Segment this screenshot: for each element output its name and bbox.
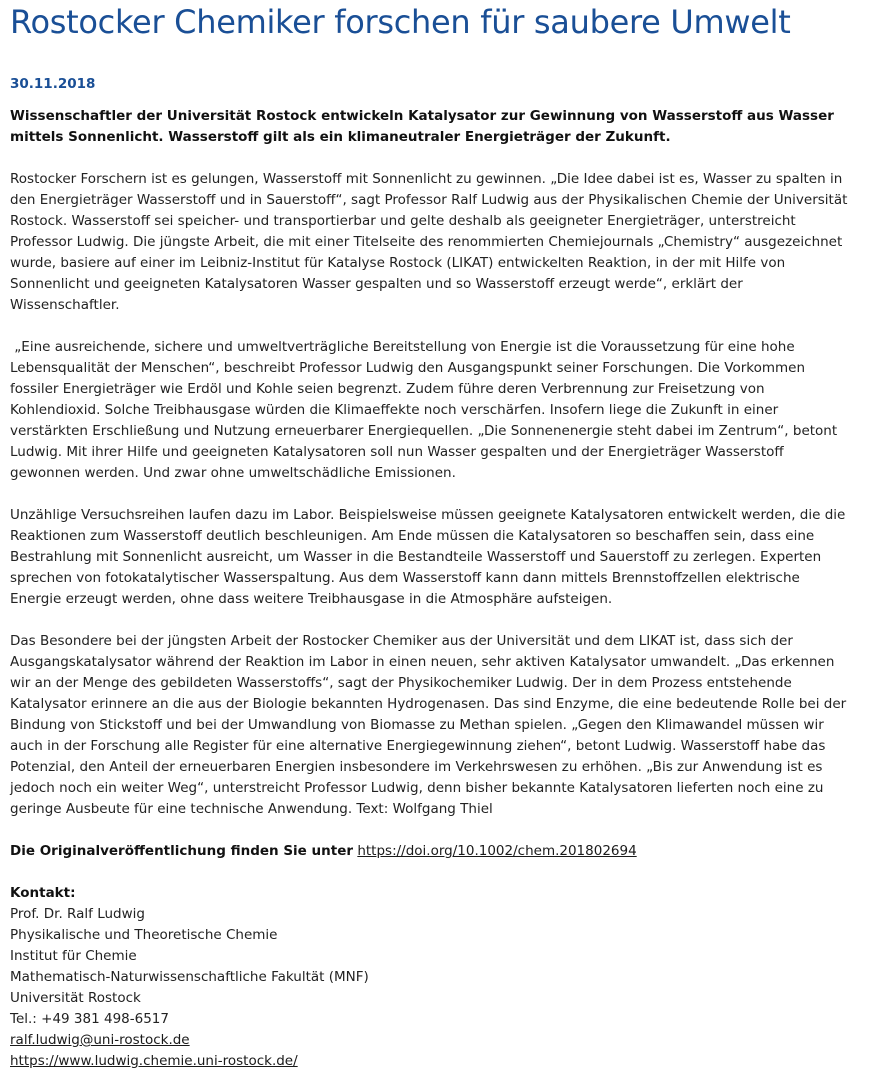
- lead-paragraph: Wissenschaftler der Universität Rostock entwickeln Katalysator zur Gewinnung von Wasserstoff aus Wasser mittels Sonnenlicht. Wasserstoff gilt als ein klimaneutraler Energieträger der Zukunft.: [10, 108, 834, 145]
- original-publication-label: Die Originalveröffentlichung finden Sie unter: [10, 843, 354, 859]
- contact-department: Physikalische und Theoretische Chemie: [10, 927, 278, 943]
- contact-university: Universität Rostock: [10, 990, 141, 1006]
- contact-block: [10, 883, 850, 1072]
- contact-institute: Institut für Chemie: [10, 948, 137, 964]
- contact-website-link[interactable]: https://www.ludwig.chemie.uni-rostock.de/: [10, 1053, 298, 1069]
- publish-date: 30.11.2018: [10, 76, 96, 92]
- body-paragraph-2: „Eine ausreichende, sichere und umweltverträgliche Bereitstellung von Energie ist die Voraussetzung für eine hohe Lebensqualität der Menschen“, beschreibt Professor Ludwig den Ausgangspunkt seiner Forschungen. Die Vorkommen fossiler Energieträger wie Erdöl und Kohle seien begrenzt. Zudem führe deren Verbrennung zur Freisetzung von Kohlendioxid. Solche Treibhausgase würden die Klimaeffekte noch verschärfen. Insofern liege die Zukunft in einer verstärkten Erschließung und Nutzung erneuerbarer Energiequellen. „Die Sonnenenergie steht dabei im Zentrum“, betont Ludwig. Mit ihrer Hilfe und geeigneten Katalysatoren soll nun Wasser gespalten und der Energieträger Wasserstoff gewonnen werden. Und zwar ohne umweltschädliche Emissionen.: [10, 339, 842, 481]
- contact-phone: Tel.: +49 381 498-6517: [10, 1011, 169, 1027]
- body-paragraph-4: Das Besondere bei der jüngsten Arbeit der Rostocker Chemiker aus der Universität und dem LIKAT ist, dass sich der Ausgangskatalysator während der Reaktion im Labor in einen neuen, sehr aktiven Katalysator umwandelt. „Das erkennen wir an der Menge des gebildeten Wasserstoffs“, sagt der Physikochemiker Ludwig. Der in dem Prozess entstehende Katalysator erinnere an die aus der Biologie bekannten Hydrogenasen. Das sind Enzyme, die eine bedeutende Rolle bei der Bindung von Stickstoff und bei der Umwandlung von Biomasse zu Methan spielen. „Gegen den Klimawandel müssen wir auch in der Forschung alle Register für eine alternative Energiegewinnung ziehen“, betont Ludwig. Wasserstoff habe das Potenzial, den Anteil der erneuerbaren Energien insbesondere im Verkehrswesen zu erhöhen. „Bis zur Anwendung ist es jedoch noch ein weiter Weg“, unterstreicht Professor Ludwig, denn bisher bekannte Katalysatoren lieferten noch eine zu geringe Ausbeute für eine technische Anwendung. Text: Wolfgang Thiel: [10, 633, 847, 817]
- contact-faculty: Mathematisch-Naturwissenschaftliche Fakultät (MNF): [10, 969, 369, 985]
- original-publication: [10, 841, 850, 862]
- body-paragraph-1: Rostocker Forschern ist es gelungen, Wasserstoff mit Sonnenlicht zu gewinnen. „Die Idee dabei ist es, Wasser zu spalten in den Energieträger Wasserstoff und in Sauerstoff“, sagt Professor Ralf Ludwig aus der Physikalischen Chemie der Universität Rostock. Wasserstoff sei speicher- und transportierbar und gelte deshalb als geeigneter Energieträger, unterstreicht Professor Ludwig. Die jüngste Arbeit, die mit einer Titelseite des renommierten Chemiejournals „Chemistry“ ausgezeichnet wurde, basiere auf einer im Leibniz-Institut für Katalyse Rostock (LIKAT) entwickelten Reaktion, in der mit Hilfe von Sonnenlicht und geeigneten Katalysatoren Wasser gespalten und so Wasserstoff erzeugt werde“, erklärt der Wissenschaftler.: [10, 171, 848, 313]
- contact-email-link[interactable]: ralf.ludwig@uni-rostock.de: [10, 1032, 190, 1048]
- doi-link[interactable]: https://doi.org/10.1002/chem.201802694: [357, 843, 637, 859]
- article: [0, 2, 860, 1072]
- contact-name: Prof. Dr. Ralf Ludwig: [10, 906, 145, 922]
- body-paragraph-3: Unzählige Versuchsreihen laufen dazu im Labor. Beispielsweise müssen geeignete Katalysatoren entwickelt werden, die die Reaktionen zum Wasserstoff deutlich beschleunigen. Am Ende müssen die Katalysatoren so beschaffen sein, dass eine Bestrahlung mit Sonnenlicht ausreicht, um Wasser in die Bestandteile Wasserstoff und Sauerstoff zu zerlegen. Experten sprechen von fotokatalytischer Wasserspaltung. Aus dem Wasserstoff kann dann mittels Brennstoffzellen elektrische Energie erzeugt werden, ohne dass weitere Treibhausgase in die Atmosphäre aufsteigen.: [10, 507, 846, 607]
- contact-heading: Kontakt:: [10, 885, 76, 901]
- page-title: Rostocker Chemiker forschen für saubere Umwelt: [10, 3, 791, 41]
